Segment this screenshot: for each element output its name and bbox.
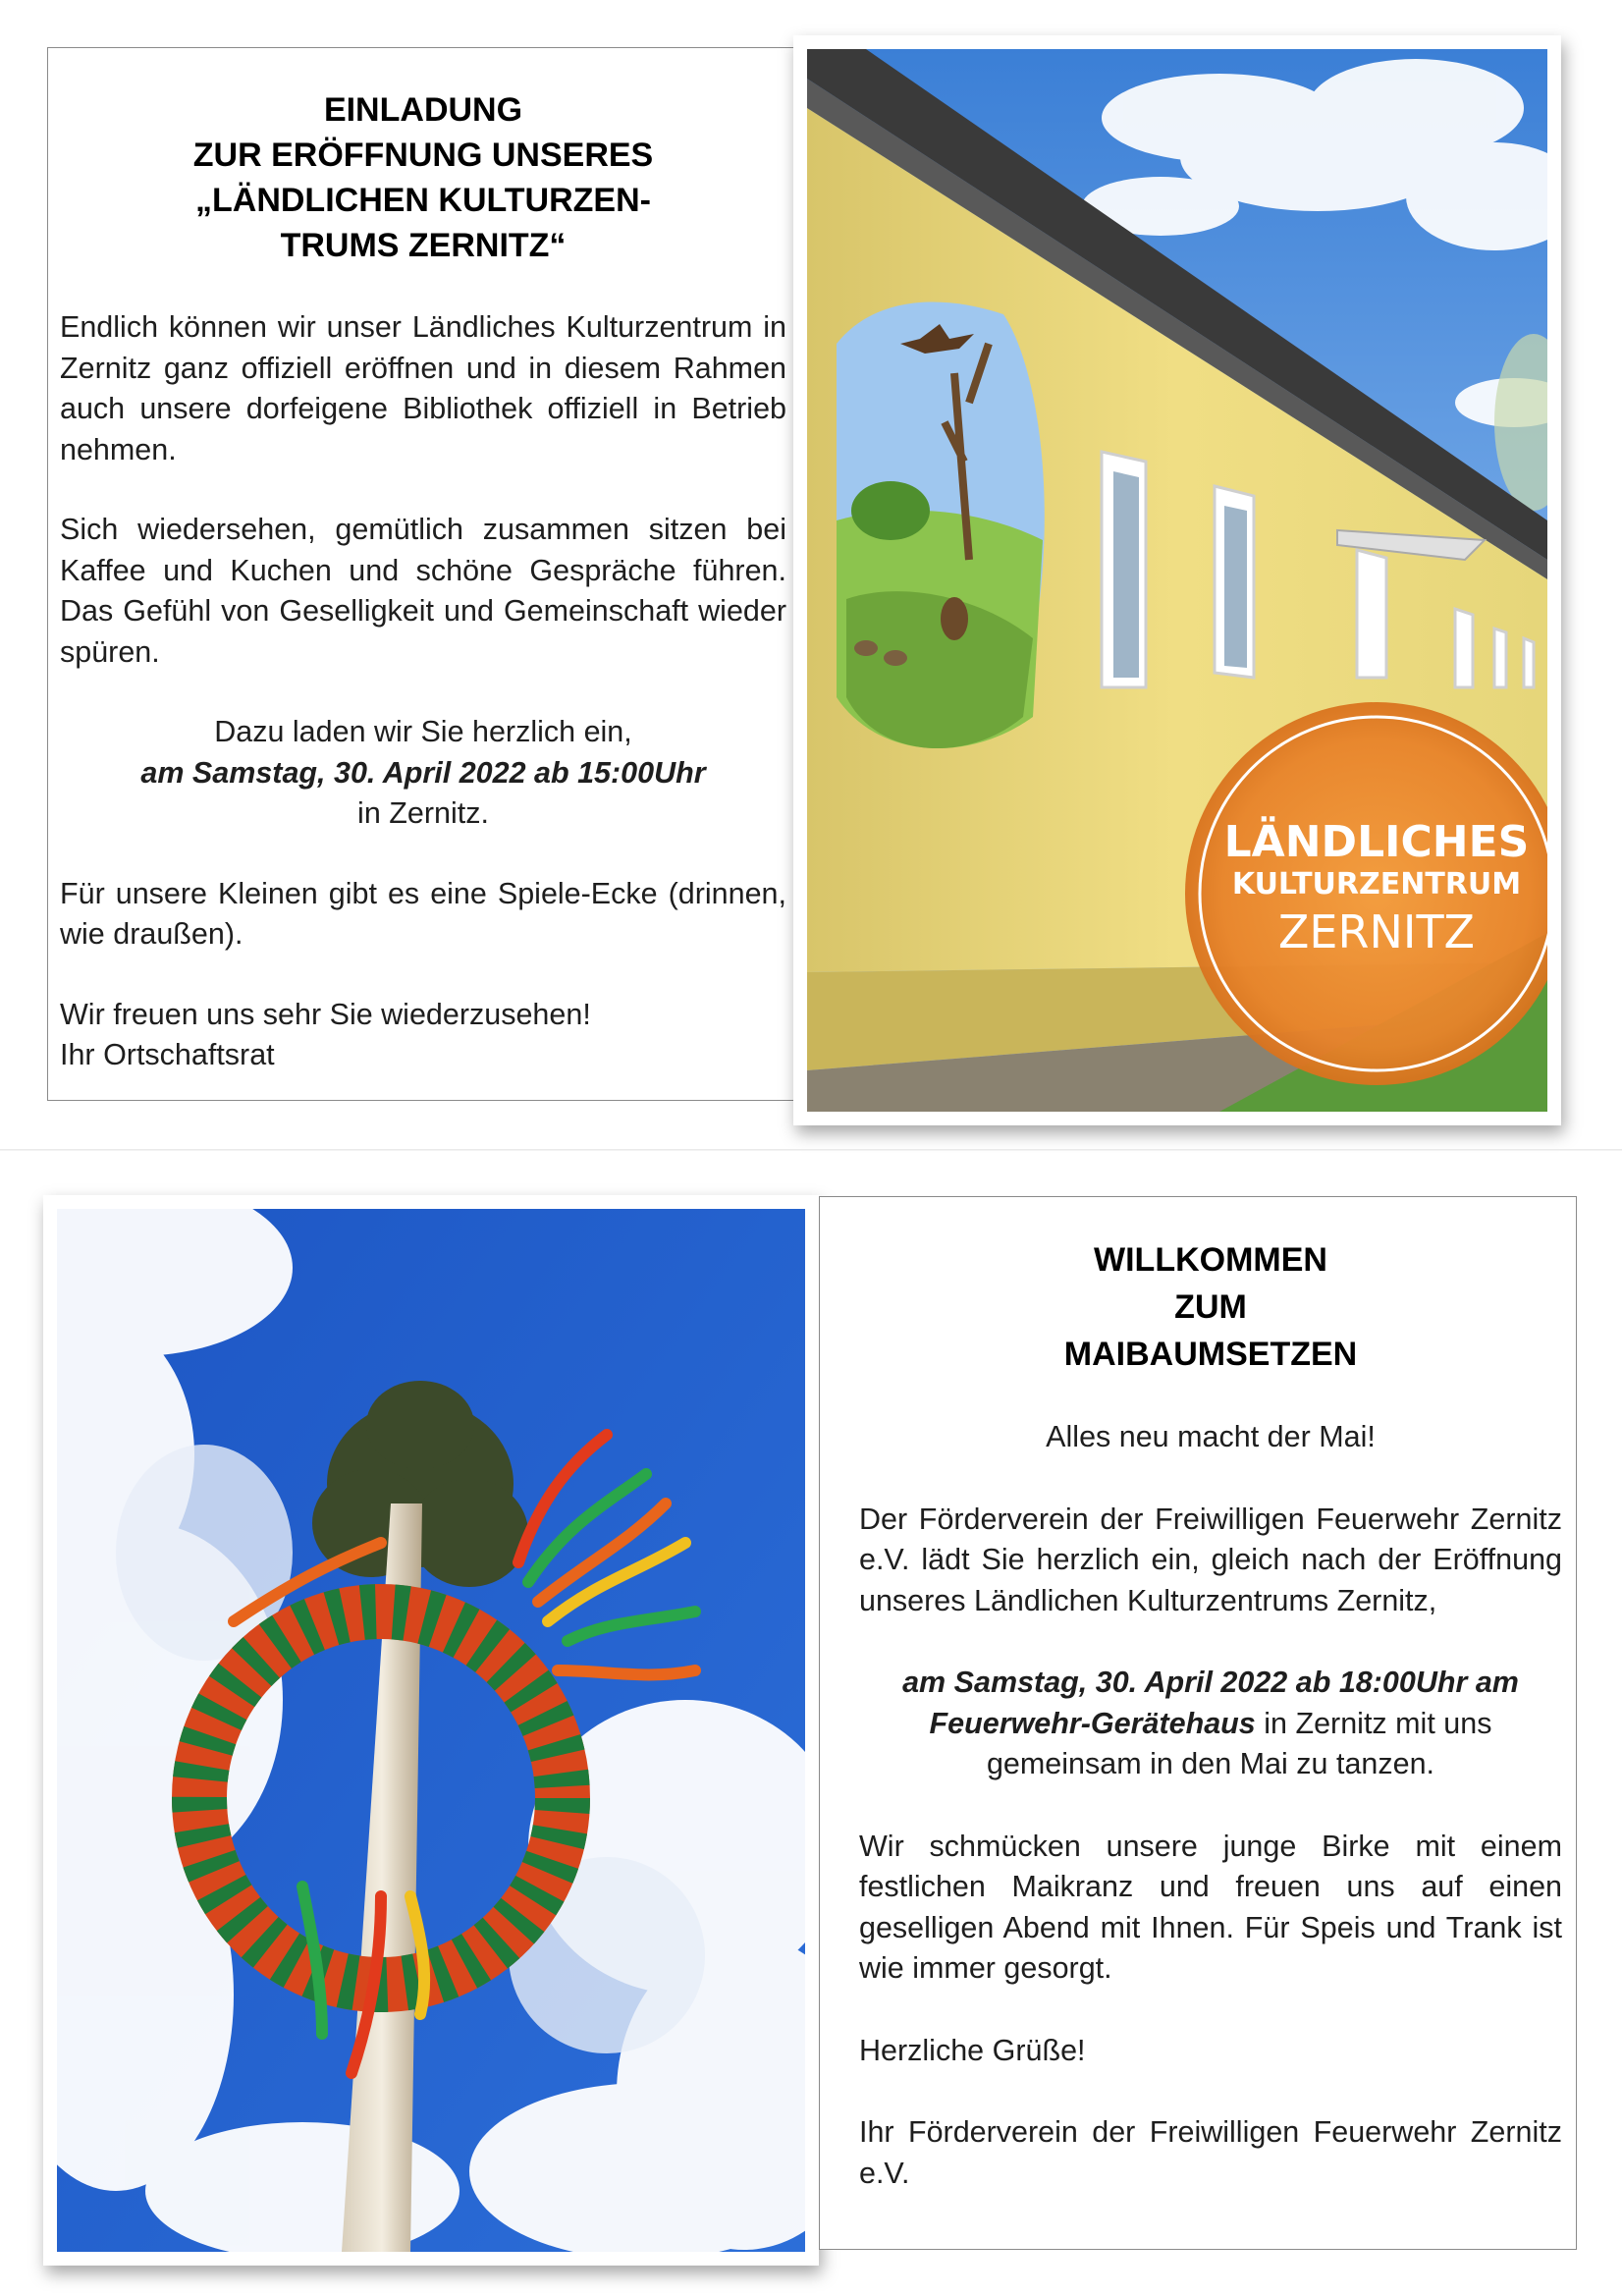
maypole-illustration [57, 1209, 805, 2252]
invitation-title-line-3: „LÄNDLICHEN KULTURZEN- [195, 182, 651, 219]
maypole-greeting: Herzliche Grüße! [859, 2033, 1086, 2067]
invitation-closing-line: Wir freuen uns sehr Sie wiederzusehen! [60, 997, 591, 1031]
mural-painting [837, 302, 1045, 749]
maypole-date: am Samstag, 30. April 2022 ab 18:00Uhr am [902, 1666, 1519, 1699]
maypole-title [859, 1236, 1562, 1378]
logo-text-line-1: LÄNDLICHES [1223, 817, 1530, 867]
invitation-date: am Samstag, 30. April 2022 ab 15:00Uhr [140, 755, 706, 790]
invitation-title [60, 87, 786, 268]
maypole-card [819, 1196, 1577, 2250]
invitation-signature: Ihr Ortschaftsrat [60, 1038, 275, 1071]
maypole-paragraph-1: Der Förderverein der Freiwilligen Feuerwehr Zernitz e.V. lädt Sie herzlich ein, gleich nach der Eröffnung unseres Ländlichen Kulturzentrums Zernitz, [859, 1502, 1562, 1617]
maypole-paragraph-3: Wir schmücken unsere junge Birke mit einem festlichen Maikranz und freuen uns auf einen geselligen Abend mit Ihnen. Für Speis und Trank ist wie immer gesorgt. [859, 1829, 1562, 1985]
maypole-title-line-3: MAIBAUMSETZEN [1063, 1336, 1358, 1373]
invitation-card [47, 47, 799, 1101]
section-divider [0, 1149, 1622, 1151]
maypole-title-line-1: WILLKOMMEN [1094, 1241, 1327, 1279]
culture-center-illustration [807, 49, 1547, 1112]
culture-center-photo [793, 35, 1561, 1125]
maypole-photo [43, 1195, 819, 2266]
maypole-date-rest: in Zernitz mit uns gemeinsam in den Mai zu tanzen. [986, 1706, 1492, 1780]
invitation-date-intro: Dazu laden wir Sie herzlich ein, [214, 715, 632, 748]
invitation-title-line-1: EINLADUNG [323, 91, 523, 129]
maypole-venue: Feuerwehr-Gerätehaus [929, 1706, 1256, 1740]
invitation-title-line-2: ZUR ERÖFFNUNG UNSERES [192, 137, 654, 174]
invitation-closing [60, 995, 786, 1076]
invitation-title-line-4: TRUMS ZERNITZ“ [280, 227, 567, 264]
maypole-title-line-2: ZUM [1174, 1288, 1247, 1326]
invitation-date-block [60, 712, 786, 835]
invitation-paragraph-2: Sich wiedersehen, gemütlich zusammen sitzen bei Kaffee und Kuchen und schöne Gespräche führen. Das Gefühl von Geselligkeit und Gemeinschaft wieder spüren. [60, 513, 786, 669]
maypole-signature: Ihr Förderverein der Freiwilligen Feuerwehr Zernitz e.V. [859, 2115, 1562, 2190]
invitation-paragraph-1: Endlich können wir unser Ländliches Kulturzentrum in Zernitz ganz offiziell eröffnen und in diesem Rahmen auch unsere dorfeigene Bibliothek offiziell in Betrieb nehmen. [60, 310, 786, 466]
logo-text-line-3: ZERNITZ [1277, 905, 1476, 958]
invitation-paragraph-kids: Für unsere Kleinen gibt es eine Spiele-Ecke (drinnen, wie draußen). [60, 876, 786, 951]
logo-text-line-2: KULTURZENTRUM [1231, 867, 1522, 902]
invitation-place: in Zernitz. [357, 796, 489, 830]
maypole-tagline: Alles neu macht der Mai! [1046, 1420, 1376, 1453]
maypole-date-block [859, 1663, 1562, 1785]
